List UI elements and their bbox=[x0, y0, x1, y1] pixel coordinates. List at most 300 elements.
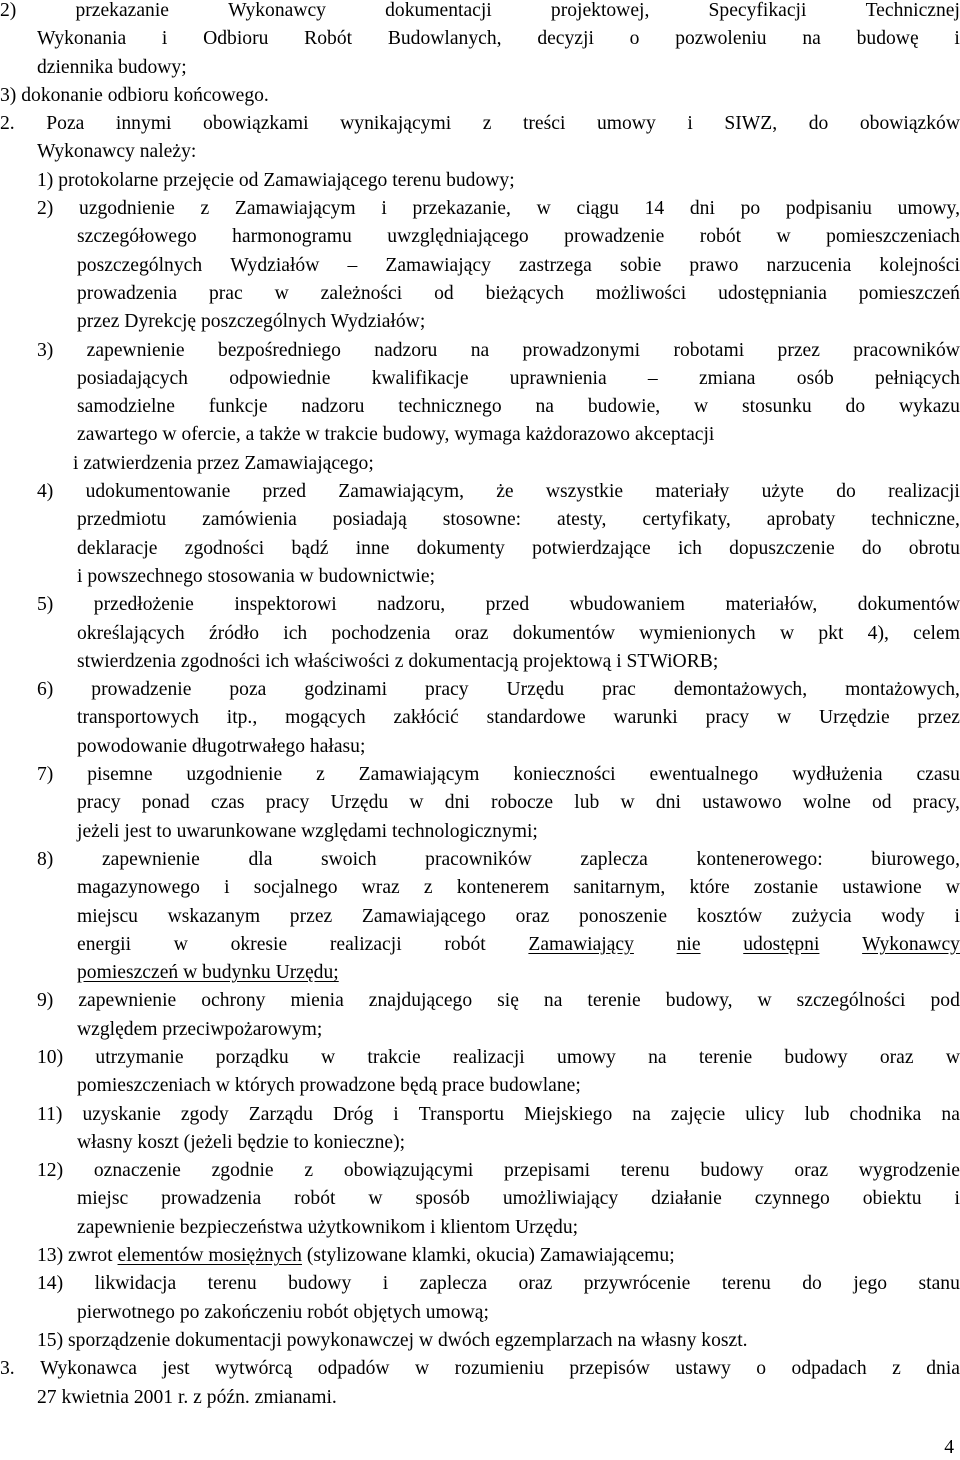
word: Wykonawcy bbox=[228, 0, 326, 21]
word: się bbox=[497, 990, 519, 1012]
text-line bbox=[0, 761, 960, 789]
word: sanitarnym, bbox=[573, 877, 666, 899]
word: zajęcie bbox=[670, 1103, 726, 1125]
word: godzinami bbox=[304, 679, 388, 701]
word: robotami bbox=[673, 339, 745, 361]
word: robót bbox=[699, 226, 742, 248]
word: dla bbox=[248, 848, 273, 870]
word: lub bbox=[804, 1103, 830, 1125]
line-text: 1) protokolarne przejęcie od Zamawiającego terenu budowy; bbox=[37, 169, 515, 191]
word: odpowiednie bbox=[229, 367, 331, 389]
word: pomieszczeniach bbox=[826, 226, 960, 248]
word: 11) bbox=[37, 1103, 63, 1125]
text-line bbox=[0, 1157, 960, 1185]
word: pomieszczeń bbox=[858, 282, 960, 304]
word: Robót bbox=[304, 28, 353, 50]
word: jest bbox=[162, 1358, 190, 1380]
word: oraz bbox=[515, 905, 550, 927]
text-line bbox=[0, 25, 960, 53]
word: wraz bbox=[361, 877, 400, 899]
word: budowy bbox=[784, 1046, 848, 1068]
word: Transportu bbox=[418, 1103, 505, 1125]
text-line bbox=[0, 195, 960, 223]
word: Technicznej bbox=[865, 0, 960, 21]
word: socjalnego bbox=[253, 877, 338, 899]
line-text: przez Dyrekcję poszczególnych Wydziałów; bbox=[77, 311, 426, 333]
word: i bbox=[161, 28, 168, 50]
word: zakłócić bbox=[393, 707, 459, 729]
word: nadzoru, bbox=[377, 594, 446, 616]
word: posiadających bbox=[77, 367, 188, 389]
word: prowadzenia bbox=[77, 282, 178, 304]
text-line bbox=[0, 1016, 960, 1044]
underlined-text: pomieszczeń w budynku Urzędu; bbox=[77, 962, 339, 984]
word: funkcje bbox=[208, 396, 268, 418]
word: prawo bbox=[689, 254, 739, 276]
word: okresie bbox=[230, 933, 288, 955]
word: prac bbox=[602, 679, 636, 701]
word: inne bbox=[355, 537, 390, 559]
word: dni bbox=[444, 792, 470, 814]
word: prowadzenia bbox=[161, 1188, 262, 1210]
word: i bbox=[954, 905, 960, 927]
word: Odbioru bbox=[203, 28, 269, 50]
word: transportowych bbox=[77, 707, 199, 729]
word: obowiązków bbox=[859, 113, 960, 135]
line-text: 13) zwrot bbox=[37, 1245, 118, 1267]
word: w bbox=[320, 1046, 336, 1068]
word: kontenerem bbox=[456, 877, 550, 899]
text-line bbox=[0, 846, 960, 874]
word: narzucenia bbox=[766, 254, 852, 276]
word: z bbox=[316, 764, 325, 786]
word: ciągu bbox=[576, 198, 619, 220]
word: wygrodzenie bbox=[858, 1160, 960, 1182]
word: mienia bbox=[290, 990, 344, 1012]
word: i bbox=[224, 877, 230, 899]
word: pod bbox=[930, 990, 960, 1012]
word: inspektorowi bbox=[234, 594, 337, 616]
text-line bbox=[0, 1327, 960, 1355]
word: wykazu bbox=[898, 396, 960, 418]
word: w bbox=[757, 990, 772, 1012]
word: pracowników bbox=[853, 339, 960, 361]
text-line bbox=[0, 1185, 960, 1213]
word: miejscu bbox=[77, 905, 138, 927]
line-text: i powszechnego stosowania w budownictwie; bbox=[77, 565, 436, 587]
word: budowy, bbox=[665, 990, 733, 1012]
text-line bbox=[0, 1072, 960, 1100]
word: określających bbox=[77, 622, 185, 644]
word: ponoszenie bbox=[578, 905, 668, 927]
word: wolne bbox=[802, 792, 851, 814]
word: w bbox=[274, 282, 289, 304]
word: kolejności bbox=[879, 254, 960, 276]
word: Urzędu bbox=[330, 792, 389, 814]
word: Miejskiego bbox=[524, 1103, 613, 1125]
word: pisemne bbox=[87, 764, 153, 786]
word: z bbox=[423, 877, 433, 899]
word: na bbox=[802, 28, 821, 50]
word: itp., bbox=[226, 707, 258, 729]
word: odpadach bbox=[791, 1358, 867, 1380]
word: zgodnie bbox=[211, 1160, 274, 1182]
word: utrzymanie bbox=[95, 1046, 184, 1068]
text-line bbox=[0, 337, 960, 365]
word: przez bbox=[289, 905, 333, 927]
word: pochodzenia bbox=[331, 622, 431, 644]
line-text: 15) sporządzenie dokumentacji powykonawczej w dwóch egzemplarzach na własny koszt. bbox=[37, 1329, 748, 1351]
line-text: pomieszczeniach w których prowadzone będą prace budowlane; bbox=[77, 1075, 581, 1097]
word: nadzoru bbox=[374, 339, 438, 361]
word: realizacji bbox=[329, 933, 402, 955]
word: o bbox=[756, 1358, 767, 1380]
word: potwierdzające bbox=[532, 537, 651, 559]
word: wskazanym bbox=[167, 905, 261, 927]
word: kwalifikacje bbox=[371, 367, 469, 389]
word: obiektu bbox=[862, 1188, 922, 1210]
text-line bbox=[0, 421, 960, 449]
word: przed bbox=[485, 594, 530, 616]
word: budowy bbox=[700, 1160, 764, 1182]
word: robót bbox=[294, 1188, 336, 1210]
word: realizacji bbox=[888, 481, 960, 503]
word: 14 bbox=[644, 198, 665, 220]
word: Zamawiający bbox=[385, 254, 491, 276]
text-line bbox=[0, 1242, 960, 1270]
text-line bbox=[0, 648, 960, 676]
word: uprawnienia bbox=[509, 367, 607, 389]
word: rozumieniu bbox=[454, 1358, 544, 1380]
word: nadzoru bbox=[301, 396, 365, 418]
word: dokumentów bbox=[512, 622, 616, 644]
word: pełniących bbox=[875, 367, 960, 389]
text-line bbox=[0, 1101, 960, 1129]
word: jego bbox=[853, 1273, 888, 1295]
word: obrotu bbox=[908, 537, 960, 559]
word: stosowne: bbox=[442, 509, 522, 531]
word: przepisami bbox=[504, 1160, 591, 1182]
word: przedmiotu bbox=[77, 509, 167, 531]
word: w bbox=[536, 198, 551, 220]
word: w bbox=[415, 1358, 430, 1380]
word: uzgodnienie bbox=[79, 198, 175, 220]
word: 9) bbox=[37, 990, 54, 1012]
text-line bbox=[0, 1299, 960, 1327]
line-text: powodowanie długotrwałego hałasu; bbox=[77, 735, 366, 757]
word: 5) bbox=[37, 594, 54, 616]
word: oraz bbox=[454, 622, 489, 644]
word: do bbox=[808, 113, 829, 135]
word: w bbox=[779, 622, 795, 644]
word: zamówienia bbox=[202, 509, 297, 531]
word: ponad bbox=[141, 792, 190, 814]
word: z bbox=[304, 1160, 314, 1182]
word: likwidacja bbox=[94, 1273, 177, 1295]
word: Wydziałów bbox=[230, 254, 320, 276]
word: terenu bbox=[721, 1273, 771, 1295]
word: i bbox=[954, 28, 960, 50]
line-text: i zatwierdzenia przez Zamawiającego; bbox=[73, 452, 374, 474]
word: ich bbox=[283, 622, 308, 644]
text-line bbox=[0, 223, 960, 251]
word: celem bbox=[913, 622, 960, 644]
word: Zamawiającym bbox=[234, 198, 356, 220]
word: zastrzega bbox=[518, 254, 592, 276]
word: do bbox=[845, 396, 866, 418]
word: Zamawiającym bbox=[358, 764, 480, 786]
line-text: stwierdzenia zgodności ich właściwości z dokumentacją projektową i STWiORB; bbox=[77, 650, 719, 672]
word: działanie bbox=[651, 1188, 722, 1210]
word: prac bbox=[208, 282, 243, 304]
word: – bbox=[347, 254, 358, 276]
line-text: Wykonawcy należy: bbox=[37, 141, 197, 163]
word: o bbox=[629, 28, 640, 50]
word: posiadają bbox=[332, 509, 407, 531]
word: pracy bbox=[77, 792, 121, 814]
word: dni bbox=[689, 198, 715, 220]
word: stanu bbox=[918, 1273, 960, 1295]
word: harmonogramu bbox=[232, 226, 352, 248]
word: wytwórcą bbox=[215, 1358, 293, 1380]
word: na bbox=[535, 396, 554, 418]
text-line bbox=[0, 987, 960, 1015]
word: dokumentacji bbox=[385, 0, 492, 21]
word: uzyskanie bbox=[82, 1103, 161, 1125]
word: materiałów, bbox=[725, 594, 818, 616]
word: na bbox=[470, 339, 490, 361]
word: zapewnienie bbox=[78, 990, 177, 1012]
word: 14) bbox=[37, 1273, 64, 1295]
text-line bbox=[0, 110, 960, 138]
word: aprobaty bbox=[766, 509, 836, 531]
word: po bbox=[740, 198, 761, 220]
word: terenie bbox=[587, 990, 641, 1012]
word: i bbox=[381, 198, 387, 220]
word: przepisów bbox=[569, 1358, 650, 1380]
word: od bbox=[434, 282, 454, 304]
word: zużycia bbox=[791, 905, 852, 927]
word: 8) bbox=[37, 848, 54, 870]
word: poszczególnych bbox=[77, 254, 203, 276]
word: 6) bbox=[37, 679, 54, 701]
word: zmiana bbox=[698, 367, 756, 389]
word: pracy, bbox=[912, 792, 960, 814]
word: udostępniania bbox=[718, 282, 827, 304]
word: miejsc bbox=[77, 1188, 129, 1210]
word: uwzględniającego bbox=[387, 226, 529, 248]
word: na bbox=[648, 1046, 667, 1068]
word: odpadów bbox=[317, 1358, 390, 1380]
word: samodzielne bbox=[77, 396, 175, 418]
word: terenu bbox=[620, 1160, 670, 1182]
word: w bbox=[620, 792, 635, 814]
line-text: zapewnienie bezpieczeństwa użytkownikom i klientom Urzędu; bbox=[77, 1216, 579, 1238]
word: przez bbox=[917, 707, 960, 729]
text-line bbox=[0, 1384, 960, 1412]
word: 3) bbox=[37, 339, 54, 361]
word: szczegółowego bbox=[77, 226, 197, 248]
line-text: jeżeli jest to uwarunkowane względami technologicznymi; bbox=[77, 820, 538, 842]
word: Wykonania bbox=[37, 28, 127, 50]
word: do bbox=[802, 1273, 822, 1295]
word: innymi bbox=[115, 113, 172, 135]
word: 7) bbox=[37, 764, 54, 786]
word: dni bbox=[655, 792, 681, 814]
word: treści bbox=[522, 113, 566, 135]
word: przez bbox=[777, 339, 820, 361]
word: konieczności bbox=[513, 764, 616, 786]
word: wynikającymi bbox=[340, 113, 452, 135]
word: ustawy bbox=[675, 1358, 731, 1380]
word: wydłużenia bbox=[792, 764, 883, 786]
text-line bbox=[0, 54, 960, 82]
word: oraz bbox=[879, 1046, 914, 1068]
word: zaplecza bbox=[580, 848, 648, 870]
word: dokumenty bbox=[416, 537, 505, 559]
word: montażowych, bbox=[845, 679, 960, 701]
word: Zamawiającym, bbox=[338, 481, 464, 503]
word: kosztów bbox=[696, 905, 763, 927]
word: 3. bbox=[0, 1358, 15, 1380]
word: Wykonawca bbox=[40, 1358, 137, 1380]
word: z bbox=[200, 198, 210, 220]
text-line bbox=[0, 138, 960, 166]
word: uzgodnienie bbox=[186, 764, 283, 786]
word: bieżących bbox=[485, 282, 564, 304]
word: 2. bbox=[0, 113, 15, 135]
word: szczególności bbox=[796, 990, 906, 1012]
line-text: 27 kwietnia 2001 r. z późn. zmianami. bbox=[37, 1386, 337, 1408]
word: chodnika bbox=[849, 1103, 922, 1125]
text-line bbox=[0, 280, 960, 308]
line-text: 3) dokonanie odbioru końcowego. bbox=[0, 84, 269, 106]
word: ulicy bbox=[745, 1103, 785, 1125]
word: w bbox=[945, 1046, 960, 1068]
word: sposób bbox=[415, 1188, 470, 1210]
word: czasu bbox=[916, 764, 960, 786]
word: pracy bbox=[425, 679, 469, 701]
word: Zarządu bbox=[248, 1103, 313, 1125]
underlined-word: nie bbox=[676, 933, 701, 955]
word: zgodności bbox=[184, 537, 265, 559]
word: – bbox=[647, 367, 658, 389]
word: i bbox=[382, 1273, 389, 1295]
word: prowadzonymi bbox=[522, 339, 641, 361]
text-line bbox=[0, 789, 960, 817]
text-line bbox=[0, 733, 960, 761]
word: Poza bbox=[46, 113, 85, 135]
word: i bbox=[393, 1103, 399, 1125]
word: obowiązkami bbox=[203, 113, 309, 135]
word: że bbox=[496, 481, 514, 503]
word: swoich bbox=[321, 848, 377, 870]
word: terenie bbox=[698, 1046, 753, 1068]
word: pkt bbox=[818, 622, 844, 644]
text-line bbox=[0, 1270, 960, 1298]
underlined-word: Zamawiający bbox=[528, 933, 634, 955]
text-line bbox=[0, 393, 960, 421]
word: zaplecza bbox=[419, 1273, 488, 1295]
word: 10) bbox=[37, 1046, 64, 1068]
word: Specyfikacji bbox=[708, 0, 807, 21]
word: przed bbox=[262, 481, 307, 503]
word: Zamawiającego bbox=[361, 905, 486, 927]
word: zapewnienie bbox=[86, 339, 185, 361]
word: które bbox=[689, 877, 730, 899]
word: czas bbox=[210, 792, 245, 814]
word: zależności bbox=[320, 282, 403, 304]
word: budowie, bbox=[587, 396, 661, 418]
text-line bbox=[0, 506, 960, 534]
word: przekazanie bbox=[75, 0, 169, 21]
word: 2) bbox=[0, 0, 17, 21]
line-text: własny koszt (jeżeli będzie to konieczne); bbox=[77, 1131, 406, 1153]
text-line bbox=[0, 818, 960, 846]
word: sobie bbox=[619, 254, 662, 276]
word: dopuszczenie bbox=[729, 537, 835, 559]
word: magazynowego bbox=[77, 877, 200, 899]
word: robocze bbox=[491, 792, 554, 814]
word: dokumentów bbox=[857, 594, 960, 616]
word: możliwości bbox=[595, 282, 687, 304]
word: robót bbox=[444, 933, 486, 955]
word: podpisaniu bbox=[785, 198, 872, 220]
word: umowy bbox=[596, 113, 656, 135]
word: stosunku bbox=[742, 396, 812, 418]
word: budowę bbox=[856, 28, 919, 50]
word: osób bbox=[796, 367, 834, 389]
word: na bbox=[941, 1103, 960, 1125]
word: do bbox=[836, 481, 856, 503]
word: bezpośredniego bbox=[217, 339, 341, 361]
text-line bbox=[0, 620, 960, 648]
word: do bbox=[861, 537, 882, 559]
word: mogących bbox=[285, 707, 366, 729]
text-line bbox=[0, 0, 960, 25]
text-line bbox=[0, 676, 960, 704]
line-text: zawartego w ofercie, a także w trakcie budowy, wymaga każdorazowo akceptacji bbox=[77, 424, 715, 446]
text-line bbox=[0, 931, 960, 959]
text-line bbox=[0, 252, 960, 280]
word: zapewnienie bbox=[101, 848, 200, 870]
word: deklaracje bbox=[77, 537, 158, 559]
word: w bbox=[945, 877, 960, 899]
word: ustawowo bbox=[702, 792, 782, 814]
word: materiały bbox=[655, 481, 730, 503]
word: ochrony bbox=[201, 990, 266, 1012]
word: Budowlanych, bbox=[387, 28, 502, 50]
word: z bbox=[892, 1358, 901, 1380]
text-line bbox=[0, 535, 960, 563]
word: oznaczenie bbox=[93, 1160, 181, 1182]
word: zostanie bbox=[753, 877, 819, 899]
text-line bbox=[0, 959, 960, 987]
word: 2) bbox=[37, 198, 54, 220]
word: SIWZ, bbox=[724, 113, 778, 135]
word: w bbox=[409, 792, 424, 814]
word: w bbox=[776, 226, 791, 248]
word: energii bbox=[77, 933, 132, 955]
word: użyte bbox=[761, 481, 805, 503]
word: obowiązującymi bbox=[343, 1160, 474, 1182]
word: i bbox=[687, 113, 693, 135]
text-line bbox=[0, 308, 960, 336]
word: zgody bbox=[180, 1103, 229, 1125]
page-number: 4 bbox=[944, 1437, 954, 1458]
text-line bbox=[0, 478, 960, 506]
word: 4), bbox=[867, 622, 889, 644]
